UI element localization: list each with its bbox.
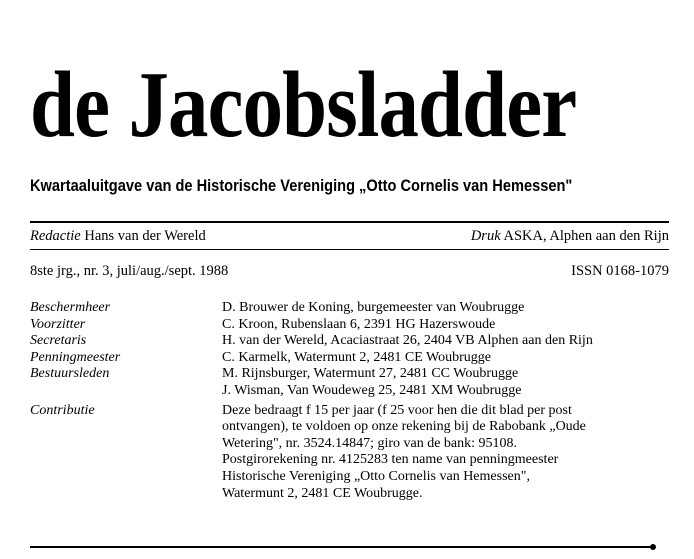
board-row — [30, 300, 642, 317]
contributie-line: ontvangen), te voldoen op onze rekening bij de Rabobank „Oude — [222, 419, 586, 435]
editorial-row — [30, 228, 669, 245]
druk-label: Druk — [470, 228, 501, 244]
contributie-text — [222, 403, 642, 503]
contributie-label: Contributie — [30, 402, 95, 418]
board-value: M. Rijnsburger, Watermunt 27, 2481 CC Woubrugge — [222, 366, 519, 382]
board-label: Voorzitter — [30, 316, 86, 332]
issn: ISSN 0168-1079 — [571, 263, 669, 279]
druk-value: ASKA, Alphen aan den Rijn — [503, 228, 669, 244]
board-row — [30, 317, 642, 334]
subtitle: Kwartaaluitgave van de Historische Vereniging „Otto Cornelis van Hemessen" — [30, 176, 573, 195]
board-row — [30, 383, 642, 400]
board-label: Beschermheer — [30, 300, 111, 315]
board-label: Bestuursleden — [30, 366, 110, 382]
masthead-title: de Jacobsladder — [30, 53, 577, 157]
board-value: C. Kroon, Rubenslaan 6, 2391 HG Hazerswoude — [222, 316, 496, 332]
redactie-label: Redactie — [30, 228, 81, 244]
contributie-line: Historische Vereniging „Otto Cornelis van Hemessen", — [222, 468, 530, 484]
contributie-line: Deze bedraagt f 15 per jaar (f 25 voor hen die dit blad per post — [222, 402, 572, 418]
contributie-line: Wetering", nr. 3524.14847; giro van de bank: 95108. — [222, 435, 518, 451]
contributie-line: Watermunt 2, 2481 CE Woubrugge. — [222, 485, 423, 501]
board-row — [30, 333, 642, 350]
redactie — [30, 228, 206, 245]
board-label: Secretaris — [30, 333, 87, 349]
board-row — [30, 350, 642, 367]
board-value: H. van der Wereld, Acaciastraat 26, 2404 VB Alphen aan den Rijn — [222, 333, 593, 349]
mid-rule — [30, 249, 669, 250]
contributie-line: Postgirorekening nr. 4125283 ten name van penningmeester — [222, 452, 559, 468]
board-value: D. Brouwer de Koning, burgemeester van Woubrugge — [222, 300, 525, 315]
issue-info: 8ste jrg., nr. 3, juli/aug./sept. 1988 — [30, 263, 229, 279]
druk — [471, 228, 669, 245]
board-value: C. Karmelk, Watermunt 2, 2481 CE Woubrugge — [222, 349, 492, 365]
board-label — [30, 383, 222, 400]
bottom-rule-end-dot — [650, 544, 656, 550]
issue-row — [30, 263, 669, 280]
board-label: Penningmeester — [30, 349, 121, 365]
board-row — [30, 366, 642, 383]
contributie-row — [30, 403, 642, 503]
bottom-rule — [30, 546, 655, 548]
top-rule — [30, 221, 669, 223]
board-value: J. Wisman, Van Woudeweg 25, 2481 XM Woubrugge — [222, 382, 522, 398]
redactie-value: Hans van der Wereld — [84, 228, 206, 244]
board-table — [30, 300, 642, 502]
